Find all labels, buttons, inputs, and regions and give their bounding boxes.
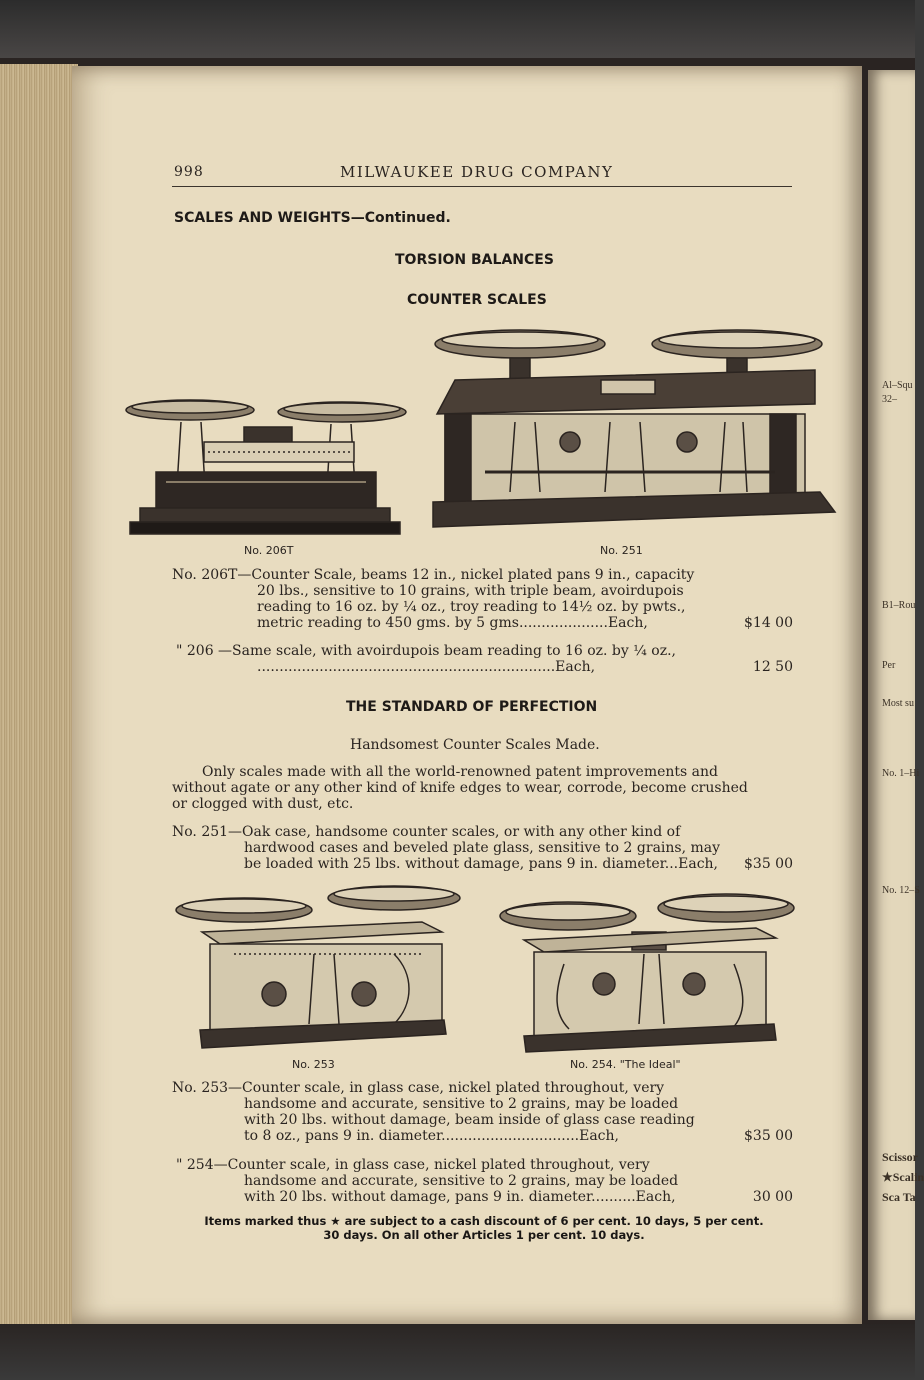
item-251-line: hardwood cases and beveled plate glass, sensitive to 2 grains, may	[244, 840, 721, 856]
adjacent-text: No. 1–Hi	[882, 768, 920, 779]
scale-253-illustration	[174, 884, 464, 1054]
top-background	[0, 0, 915, 60]
item-206-line: " 206 —Same scale, with avoirdupois beam reading to 16 oz. by ¼ oz.,	[176, 643, 676, 659]
footer-note-line1: Items marked thus ★ are subject to a cash discount of 6 per cent. 10 days, 5 per cent.	[204, 1214, 764, 1228]
item-253-line: handsome and accurate, sensitive to 2 grains, may be loaded	[244, 1096, 679, 1112]
adjacent-text: Scissor	[882, 1150, 918, 1164]
item-206-price: 12 50	[752, 659, 793, 675]
page-number: 998	[174, 164, 204, 180]
page-header-title: MILWAUKEE DRUG COMPANY	[340, 163, 614, 181]
item-254-price: 30 00	[752, 1189, 793, 1205]
adjacent-text: Per	[882, 660, 896, 671]
item-206-line: ...................................................................Each,	[257, 659, 596, 675]
adjacent-text: 32–	[882, 394, 897, 405]
item-206t-price: $14 00	[744, 615, 793, 631]
caption-254: No. 254. "The Ideal"	[570, 1058, 681, 1071]
item-254-line: handsome and accurate, sensitive to 2 grains, may be loaded	[244, 1173, 679, 1189]
item-253-line: to 8 oz., pans 9 in. diameter...............................Each,	[244, 1128, 619, 1144]
scale-254-illustration	[484, 884, 794, 1054]
adjacent-page	[868, 70, 924, 1320]
item-254-line: " 254—Counter scale, in glass case, nickel plated throughout, very	[176, 1157, 650, 1173]
paragraph-line: or clogged with dust, etc.	[172, 796, 354, 812]
item-251-line: No. 251—Oak case, handsome counter scales, or with any other kind of	[172, 824, 681, 840]
scale-251-illustration	[425, 322, 840, 537]
adjacent-text: Most su	[882, 698, 914, 709]
item-206t-line: No. 206T—Counter Scale, beams 12 in., nickel plated pans 9 in., capacity	[172, 567, 695, 583]
item-253-line: No. 253—Counter scale, in glass case, nickel plated throughout, very	[172, 1080, 665, 1096]
adjacent-text: No. 12–S	[882, 885, 920, 896]
stacked-page-edges	[0, 64, 78, 1324]
bottom-background	[0, 1324, 915, 1380]
header-rule	[172, 186, 792, 187]
paragraph-line: without agate or any other kind of knife edges to wear, corrode, become crushed	[172, 780, 748, 796]
item-251-line: be loaded with 25 lbs. without damage, pans 9 in. diameter...Each,	[244, 856, 719, 872]
caption-206t: No. 206T	[244, 544, 294, 557]
caption-251: No. 251	[600, 544, 643, 557]
adjacent-text: B1–Rou	[882, 600, 916, 611]
item-254-line: with 20 lbs. without damage, pans 9 in. diameter..........Each,	[244, 1189, 676, 1205]
adjacent-text: Al–Squ	[882, 380, 913, 391]
item-206t-line: 20 lbs., sensitive to 10 grains, with triple beam, avoirdupois	[257, 583, 684, 599]
section-title: SCALES AND WEIGHTS—Continued.	[174, 210, 451, 226]
adjacent-text: Sca Ta	[882, 1190, 916, 1204]
caption-253: No. 253	[292, 1058, 335, 1071]
footer-note-line2: 30 days. On all other Articles 1 per cent. 10 days.	[323, 1228, 645, 1242]
paragraph-line: Only scales made with all the world-renowned patent improvements and	[202, 764, 719, 780]
item-253-price: $35 00	[744, 1128, 793, 1144]
item-206t-line: metric reading to 450 gms. by 5 gms....................Each,	[257, 615, 648, 631]
item-253-line: with 20 lbs. without damage, beam inside of glass case reading	[244, 1112, 695, 1128]
item-206t-line: reading to 16 oz. by ¼ oz., troy reading to 14½ oz. by pwts.,	[257, 599, 686, 615]
standard-tagline: Handsomest Counter Scales Made.	[350, 737, 600, 753]
subtitle-torsion: TORSION BALANCES	[395, 252, 554, 268]
item-251-price: $35 00	[744, 856, 793, 872]
adjacent-text: ★Scalin	[882, 1170, 924, 1184]
standard-heading: THE STANDARD OF PERFECTION	[346, 699, 598, 715]
subtitle-counter: COUNTER SCALES	[407, 292, 547, 308]
scale-206t-illustration	[126, 392, 411, 542]
